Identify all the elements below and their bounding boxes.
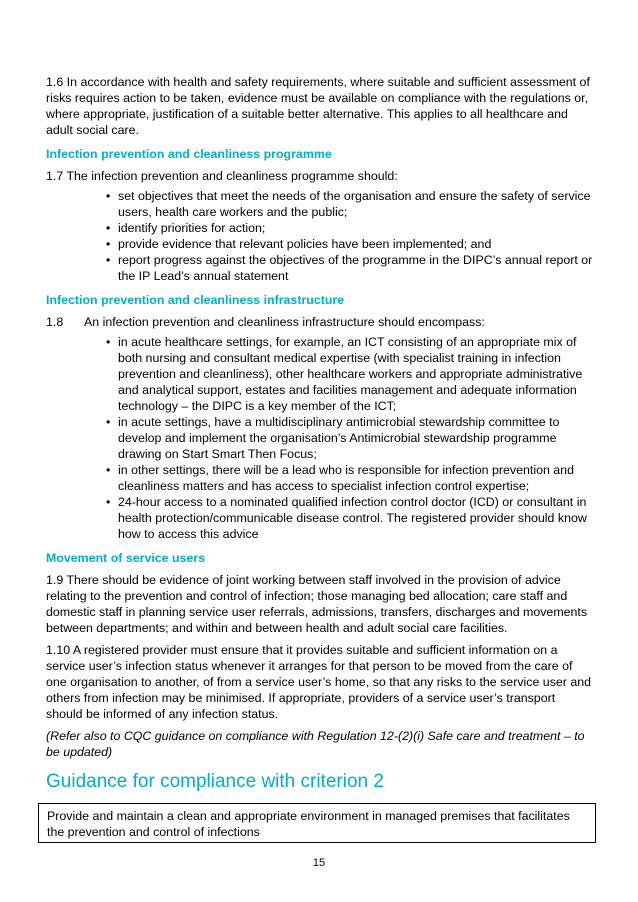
bullet-icon: •	[106, 221, 111, 235]
list-item: • 24-hour access to a nominated qualified infection control doctor (ICD) or consultant in health protection/communicable disease control. The registered provider should know how to access this advice	[106, 495, 587, 541]
list-item: • report progress against the objectives of the programme in the DIPC’s annual report or the IP Lead’s annual statement	[106, 253, 593, 283]
cqc-reference-note: (Refer also to CQC guidance on compliance with Regulation 12-(2)(i) Safe care and treatment – to be updated)	[46, 729, 585, 759]
heading-movement-of-service-users: Movement of service users	[46, 551, 206, 565]
heading-ip-programme: Infection prevention and cleanliness programme	[46, 147, 332, 161]
page-number: 15	[312, 857, 326, 869]
paragraph-1-10: 1.10 A registered provider must ensure that it provides suitable and sufficient information on a service user’s infection status whenever it arranges for that person to be moved from the care of one organisation to another, of from a service user’s home, so that any risks to the service user and others from infection may be minimised. If appropriate, providers of a service user’s transport should be informed of any infection status.	[46, 643, 592, 721]
paragraph-number: 1.8	[46, 315, 64, 329]
list-item: • in other settings, there will be a lead who is responsible for infection prevention and cleanliness matters and has access to specialist infection control expertise;	[106, 463, 574, 493]
heading-ip-infrastructure: Infection prevention and cleanliness infrastructure	[46, 293, 345, 307]
infrastructure-bullet-list	[46, 334, 594, 542]
bullet-icon: •	[106, 463, 111, 477]
bullet-icon: •	[106, 495, 111, 509]
programme-bullet-list	[46, 188, 594, 284]
bullet-icon: •	[106, 335, 111, 349]
paragraph-1-8	[46, 314, 594, 330]
paragraph-1-6: 1.6 In accordance with health and safety requirements, where suitable and sufficient assessment of risks requires action to be taken, evidence must be available on compliance with the regulations or, where appropriate, justification of a suitable better alternative. This applies to all healthcare and adult social care.	[46, 75, 590, 137]
list-item: • provide evidence that relevant policies have been implemented; and	[106, 237, 492, 251]
document-body	[46, 74, 594, 800]
criterion-box	[38, 803, 596, 843]
list-item: • in acute healthcare settings, for example, an ICT consisting of an appropriate mix of both nursing and consultant medical expertise (with specialist training in infection prevention and cleanliness), other healthcare workers and appropriate administrative and analytical support, estates and facilities management and adequate information technology – the DIPC is a key member of the ICT;	[106, 335, 583, 413]
paragraph-1-7: 1.7 The infection prevention and cleanliness programme should:	[46, 169, 398, 183]
bullet-icon: •	[106, 415, 111, 429]
list-item: • in acute settings, have a multidisciplinary antimicrobial stewardship committee to develop and implement the organisation’s Antimicrobial stewardship programme drawing on Start Smart Then Focus;	[106, 415, 560, 461]
list-item: • set objectives that meet the needs of the organisation and ensure the safety of service users, health care workers and the public;	[106, 189, 591, 219]
bullet-icon: •	[106, 253, 111, 267]
bullet-icon: •	[106, 237, 111, 251]
paragraph-1-9: 1.9 There should be evidence of joint working between staff involved in the provision of advice relating to the prevention and control of infection; those managing bed allocation; care staff and domestic staff in planning service user referrals, admissions, transfers, discharges and movements between departments; and within and between health and adult social care facilities.	[46, 573, 588, 635]
bullet-icon: •	[106, 189, 111, 203]
criterion-text: Provide and maintain a clean and appropriate environment in managed premises that facilitates the prevention and control of infections	[47, 809, 570, 839]
list-item: • identify priorities for action;	[106, 221, 266, 235]
guidance-heading: Guidance for compliance with criterion 2	[46, 771, 384, 792]
paragraph-text: An infection prevention and cleanliness infrastructure should encompass:	[84, 315, 485, 329]
